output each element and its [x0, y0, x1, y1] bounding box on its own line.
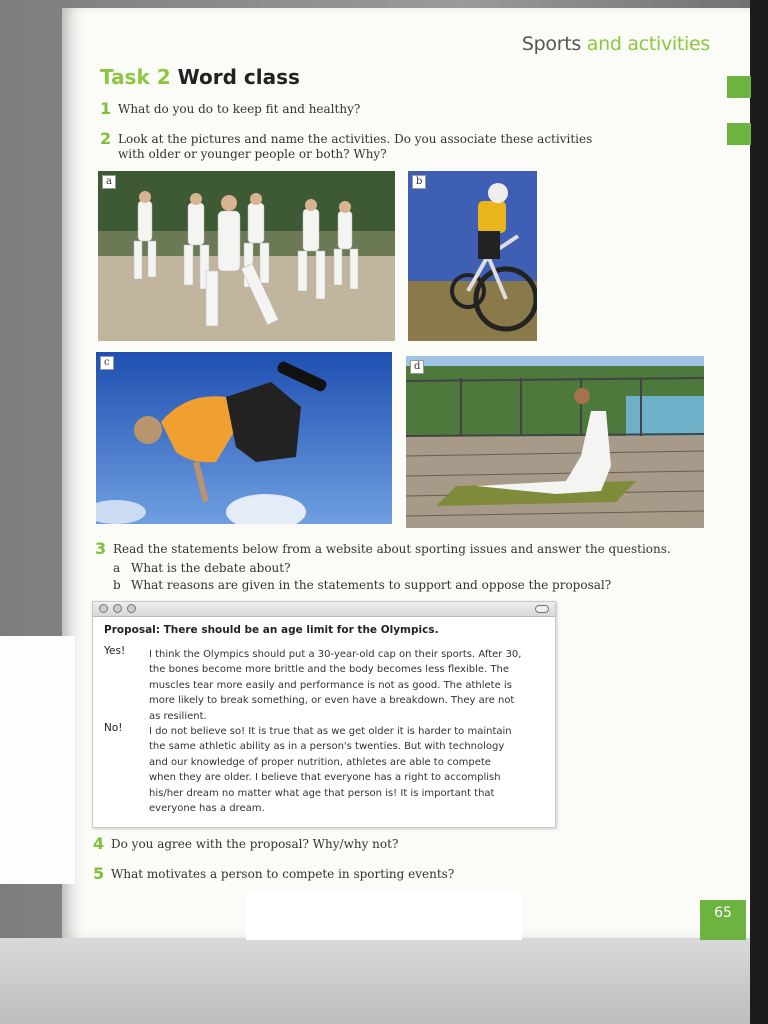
question-number: 5: [93, 864, 105, 883]
response-line: and our knowledge of proper nutrition, athletes are able to compete: [149, 756, 491, 768]
response-line: muscles tear more easily and performance is not as good. The athlete is: [149, 679, 512, 691]
photo-a: [98, 171, 395, 341]
yoga-terrace-icon: [406, 356, 704, 528]
response-line: I do not believe so! It is true that as we get older it is harder to maintain: [149, 726, 512, 737]
task-name: Word class: [177, 65, 300, 89]
question-5: [93, 866, 454, 882]
subquestion-letter: b: [113, 578, 121, 592]
response-line: everyone has a dream.: [149, 803, 265, 815]
section-tab-2: [727, 123, 751, 145]
left-page-edge: [0, 636, 75, 884]
response-line: I think the Olympics should put a 30-year-old cap on their sports. After 30,: [149, 649, 522, 660]
section-header: [522, 33, 710, 55]
question-text: Do you agree with the proposal? Why/why not?: [111, 837, 399, 851]
question-number: 4: [93, 834, 105, 853]
response-no-text: [149, 724, 537, 816]
response-line: the same athletic ability as in a person's twenties. But with technology: [149, 741, 505, 753]
question-2: [100, 131, 592, 162]
photo-d: [406, 356, 704, 528]
photo-c: [96, 352, 392, 524]
task-number: Task 2: [100, 65, 171, 89]
question-1: [100, 101, 360, 117]
close-window-icon[interactable]: [99, 604, 108, 613]
mountain-bike-icon: [408, 171, 537, 341]
task-heading: [100, 65, 300, 89]
question-text-line2: with older or younger people or both? Why?: [118, 147, 387, 161]
question-3: [95, 541, 671, 557]
question-number: 3: [95, 539, 107, 558]
question-text: What do you do to keep fit and healthy?: [118, 102, 361, 116]
response-no-label: No!: [104, 722, 123, 734]
subquestion-letter: a: [113, 561, 121, 575]
response-yes-label: Yes!: [104, 645, 126, 657]
response-line: when they are older. I believe that everyone has a right to accomplish: [149, 772, 501, 784]
subquestion-a: [113, 561, 291, 575]
scanner-right-edge: [750, 0, 768, 1024]
blank-paper-patch: [246, 892, 522, 940]
photo-label: c: [100, 356, 114, 370]
scanner-bottom-area: [0, 938, 768, 1024]
response-line: his/her dream no matter what age that person is! It is important that: [149, 787, 495, 799]
question-text: Read the statements below from a website about sporting issues and answer the questions.: [113, 542, 671, 556]
question-number: 1: [100, 99, 112, 118]
photo-b: [408, 171, 537, 341]
photo-label: d: [410, 360, 424, 374]
subquestion-text: What reasons are given in the statements to support and oppose the proposal?: [131, 578, 612, 592]
page-number: [700, 900, 746, 940]
tai-chi-group-icon: [98, 171, 395, 341]
website-window: [92, 601, 556, 828]
skateboard-trick-icon: [96, 352, 392, 524]
zoom-window-icon[interactable]: [127, 604, 136, 613]
subquestion-b: [113, 578, 611, 592]
photo-label: b: [412, 175, 426, 189]
question-text: What motivates a person to compete in sporting events?: [111, 867, 455, 881]
proposal-title: Proposal: There should be an age limit for the Olympics.: [104, 624, 439, 636]
response-line: the bones become more brittle and the body becomes less flexible. The: [149, 664, 510, 676]
subquestion-text: What is the debate about?: [131, 561, 291, 575]
photo-label: a: [102, 175, 116, 189]
response-line: as resilient.: [149, 710, 207, 722]
response-yes-text: [149, 647, 537, 724]
page-number-text: 65: [714, 905, 732, 921]
section-header-activities: and activities: [586, 33, 710, 55]
question-number: 2: [100, 129, 112, 148]
toolbar-toggle-icon[interactable]: [535, 605, 549, 613]
question-text: Look at the pictures and name the activities. Do you associate these activities: [118, 132, 593, 146]
minimize-window-icon[interactable]: [113, 604, 122, 613]
window-title-bar: [93, 602, 555, 617]
section-tab-1: [727, 76, 751, 98]
section-header-sports: Sports: [521, 33, 587, 55]
response-line: more likely to break something, or even have a breakdown. They are not: [149, 695, 515, 707]
question-4: [93, 836, 398, 852]
